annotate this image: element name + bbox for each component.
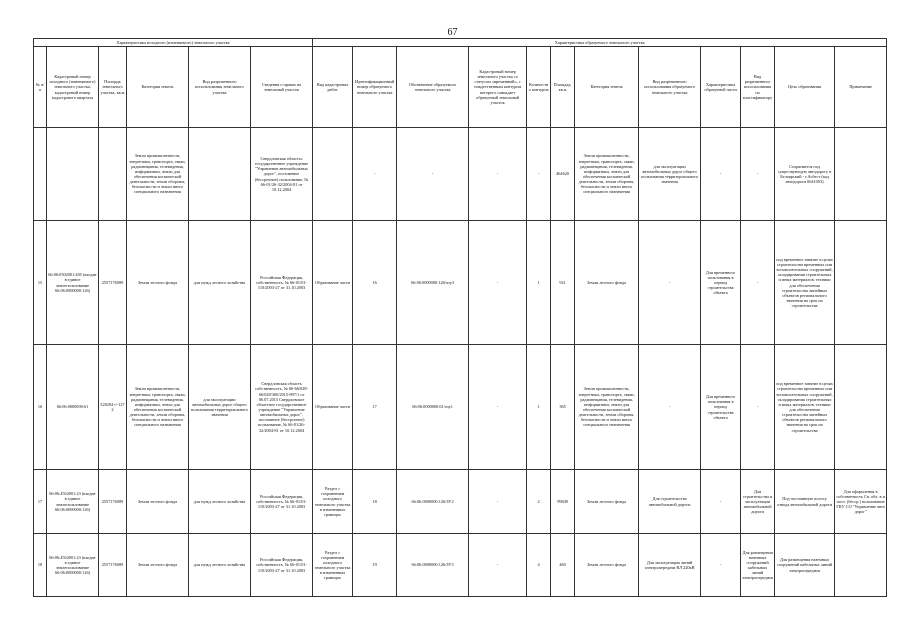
column-header: Вид разрешенного использования земельного участка: [189, 47, 251, 128]
cell-category2: Земли лесного фонда: [575, 470, 639, 534]
cell-part: -: [701, 470, 741, 534]
page-number: 67: [447, 27, 458, 38]
cell-no: 15: [34, 221, 47, 345]
cell-use2: -: [639, 345, 701, 470]
cell-rights: Российская Федерация, собственность, № 66-01/01-110/2003-27 от 31.10.2003: [251, 534, 313, 597]
cell-contours: 4: [527, 534, 551, 597]
cell-note: [835, 221, 887, 345]
cell-classif: -: [741, 345, 775, 470]
column-header: Цель образования: [775, 47, 835, 128]
cell-area2: 464620: [551, 128, 575, 221]
cell-rights: Российская Федерация, собственность, № 66-01/01-110/2003-27 от 31.10.2003: [251, 470, 313, 534]
cell-no: 17: [34, 470, 47, 534]
table-row: [34, 470, 887, 534]
cell-rights: Российская Федерация, собственность, № 66-01/01-110/2003-27 от 31.10.2003: [251, 221, 313, 345]
column-header: Вид разрешенного использования по классификатору: [741, 47, 775, 128]
cell-work: Раздел с сохранением исходного земельного участка в измененных границах: [313, 470, 353, 534]
cell-use2: -: [639, 221, 701, 345]
column-header: Обозначение образуемого земельного участка: [397, 47, 469, 128]
cell-use2: Для строительства автомобильной дороги: [639, 470, 701, 534]
cell-purpose: Под постоянную полосу отвода автомобильной дороги: [775, 470, 835, 534]
cell-designation: 66:06:0000000:126/чзу3: [397, 221, 469, 345]
cell-area: 528294+/-1272: [99, 345, 127, 470]
cell-purpose: под временное занятие в целях строительства временных или вспомогательных сооружений, складирования строительных и иных материалов, техники для обеспечения строительства линейных объектов регионального значения на срок их строительства: [775, 345, 835, 470]
cell-no: 16: [34, 345, 47, 470]
cell-designation: 66:06:0000000:61/чзу1: [397, 345, 469, 470]
column-header: Вид разрешенного использования образуемого земельного участка: [639, 47, 701, 128]
cell-temp: -: [469, 470, 527, 534]
cell-note: [835, 534, 887, 597]
cell-category2: Земли лесного фонда: [575, 221, 639, 345]
cell-part: -: [701, 534, 741, 597]
cell-use2: Для эксплуатации линий электропередачи ВЛ 220кВ: [639, 534, 701, 597]
cell-part: Для временного пользования в период строительства объекта: [701, 345, 741, 470]
cell-category2: Земли промышленности, энергетики, транспорта, связи, радиовещания, телевидения, информатики, земли для обеспечения космической деятельности, земли обороны, безопасности и земли иного специального назначения: [575, 345, 639, 470]
cell-work: Образование части: [313, 221, 353, 345]
cell-ident: 18: [353, 470, 397, 534]
column-header: Кадастровый номер исходного (изменяемого) земельного участка, кадастровый номер кадастрового квартала: [47, 47, 99, 128]
group-header-formed: Характеристика образуемого земельного участка: [313, 39, 887, 47]
cell-classif: -: [741, 221, 775, 345]
cell-contours: 2: [527, 470, 551, 534]
cell-temp: -: [469, 534, 527, 597]
cell-work: [313, 128, 353, 221]
cell-rights: Свердловская область собственность, № 66-66/028-66/028/300/2015-897/1 от 06.07.2015 Свердловское областное государственное учреждение "Управление автомобильных дорог", постоянное (бессрочное) пользование, № 66-01/26-32/2004-81 от 10.12.2004: [251, 345, 313, 470]
cell-note: [835, 128, 887, 221]
cell-classif: Для строительства и эксплуатации автомобильной дороги: [741, 470, 775, 534]
table-body: [34, 128, 887, 597]
cell-area: 2557176089: [99, 534, 127, 597]
cell-temp: -: [469, 128, 527, 221]
cell-cad: 66:06:4502001:23 (входит в единое землепользование 66:06:0000000:126): [47, 470, 99, 534]
cell-use: для нужд лесного хозяйства: [189, 221, 251, 345]
cell-designation: -: [397, 128, 469, 221]
column-header: № п/п: [34, 47, 47, 128]
cell-no: 18: [34, 534, 47, 597]
table-row: [34, 128, 887, 221]
cell-use2: для эксплуатации автомобильных дорог общего пользования территориального значения: [639, 128, 701, 221]
column-header: Примечание: [835, 47, 887, 128]
table-row: [34, 345, 887, 470]
cell-area: 2557176089: [99, 470, 127, 534]
cell-category2: Земли промышленности, энергетики, транспорта, связи, радиовещания, телевидения, информатики, земли для обеспечения космической деятельности, земли обороны, безопасности и земли иного специального назначения: [575, 128, 639, 221]
column-header: Сведения о правах на земельный участок: [251, 47, 313, 128]
cell-cad: 66:06:0000000:61: [47, 345, 99, 470]
cell-work: Образование части: [313, 345, 353, 470]
cell-contours: -: [527, 128, 551, 221]
column-header: Количество контуров: [527, 47, 551, 128]
cell-purpose: Сохраняется под существующую автодорогу в Белоярский - г.Асбест (код автодороги 0641003): [775, 128, 835, 221]
cell-classif: -: [741, 128, 775, 221]
cell-purpose: под временное занятие в целях строительства временных или вспомогательных сооружений, складирования строительных и иных материалов, техники для обеспечения строительства линейных объектов регионального значения на срок их строительства: [775, 221, 835, 345]
cell-ident: 19: [353, 534, 397, 597]
column-header: Категория земель: [127, 47, 189, 128]
cell-contours: 1: [527, 221, 551, 345]
cell-use: для нужд лесного хозяйства: [189, 534, 251, 597]
cell-designation: 66:06:0000000:126/ЗУ3: [397, 534, 469, 597]
cell-purpose: Для размещения наземных сооружений кабельных линий электропередачи: [775, 534, 835, 597]
cell-area2: 365: [551, 345, 575, 470]
cell-area2: 921: [551, 221, 575, 345]
cell-category: Земли лесного фонда: [127, 470, 189, 534]
column-header: Идентификационный номер образуемого земельного участка: [353, 47, 397, 128]
column-header: Кадастровый номер земельного участка со статусом «временный», с тождественным контуром которого совпадает образуемый земельный участок: [469, 47, 527, 128]
column-header: Вид кадастровых работ: [313, 47, 353, 128]
cell-category: Земли лесного фонда: [127, 221, 189, 345]
cell-cad: [47, 128, 99, 221]
cell-ident: -: [353, 128, 397, 221]
cell-ident: 17: [353, 345, 397, 470]
cell-category2: Земли лесного фонда: [575, 534, 639, 597]
cell-part: -: [701, 128, 741, 221]
group-header-source: Характеристика исходного (изменяемого) земельного участка: [34, 39, 313, 47]
cell-temp: -: [469, 221, 527, 345]
cell-ident: 16: [353, 221, 397, 345]
cell-use: для нужд лесного хозяйства: [189, 470, 251, 534]
table-row: [34, 221, 887, 345]
cell-part: Для временного пользования в период строительства объекта: [701, 221, 741, 345]
cell-category: Земли промышленности, энергетики, транспорта, связи, радиовещания, телевидения, информатики, земли для обеспечения космической деятельности, земли обороны, безопасности и земли иного специального назначения: [127, 128, 189, 221]
cell-designation: 66:06:0000000:126/ЗУ2: [397, 470, 469, 534]
land-plots-table: [33, 38, 887, 597]
column-header-row: [34, 47, 887, 128]
column-header: Характеристика образуемой части: [701, 47, 741, 128]
cell-area: 2557176089: [99, 221, 127, 345]
cell-contours: 1: [527, 345, 551, 470]
cell-cad: 66:06:0502001:405 (входит в единое землепользование 66:06:0000000:126): [47, 221, 99, 345]
cell-work: Раздел с сохранением исходного земельного участка в измененных границах: [313, 534, 353, 597]
cell-note: Для оформления в собственность Св. обл. в и пост. (бесср.) пользование ГКУ СО "Управление авто дорог": [835, 470, 887, 534]
cell-area: [99, 128, 127, 221]
cell-category: Земли лесного фонда: [127, 534, 189, 597]
cell-note: [835, 345, 887, 470]
cell-area2: 99849: [551, 470, 575, 534]
cell-classif: Для размещения наземных сооружений кабельных линий электропередачи: [741, 534, 775, 597]
column-header: Площадь, кв.м: [551, 47, 575, 128]
cell-category: Земли промышленности, энергетики, транспорта, связи, радиовещания, телевидения, информатики, земли для обеспечения космической деятельности, земли обороны, безопасности и земли иного специального назначения: [127, 345, 189, 470]
cell-area2: 460: [551, 534, 575, 597]
cell-no: [34, 128, 47, 221]
column-header: Категория земель: [575, 47, 639, 128]
cell-use: [189, 128, 251, 221]
cell-temp: -: [469, 345, 527, 470]
cell-rights: Свердловская областьс государственное учреждение "Управление автомобильных дорог", постоянное (бессрочное) пользование, № 66-01/26-32/2004-81 от 10.12.2004: [251, 128, 313, 221]
table-row: [34, 534, 887, 597]
column-header: Площадь земельного участка, кв.м: [99, 47, 127, 128]
cell-cad: 66:06:4502001:23 (входит в единое землепользование 66:06:0000000:126): [47, 534, 99, 597]
cell-use: для эксплуатации автомобильных дорог общего пользования территориального значения: [189, 345, 251, 470]
